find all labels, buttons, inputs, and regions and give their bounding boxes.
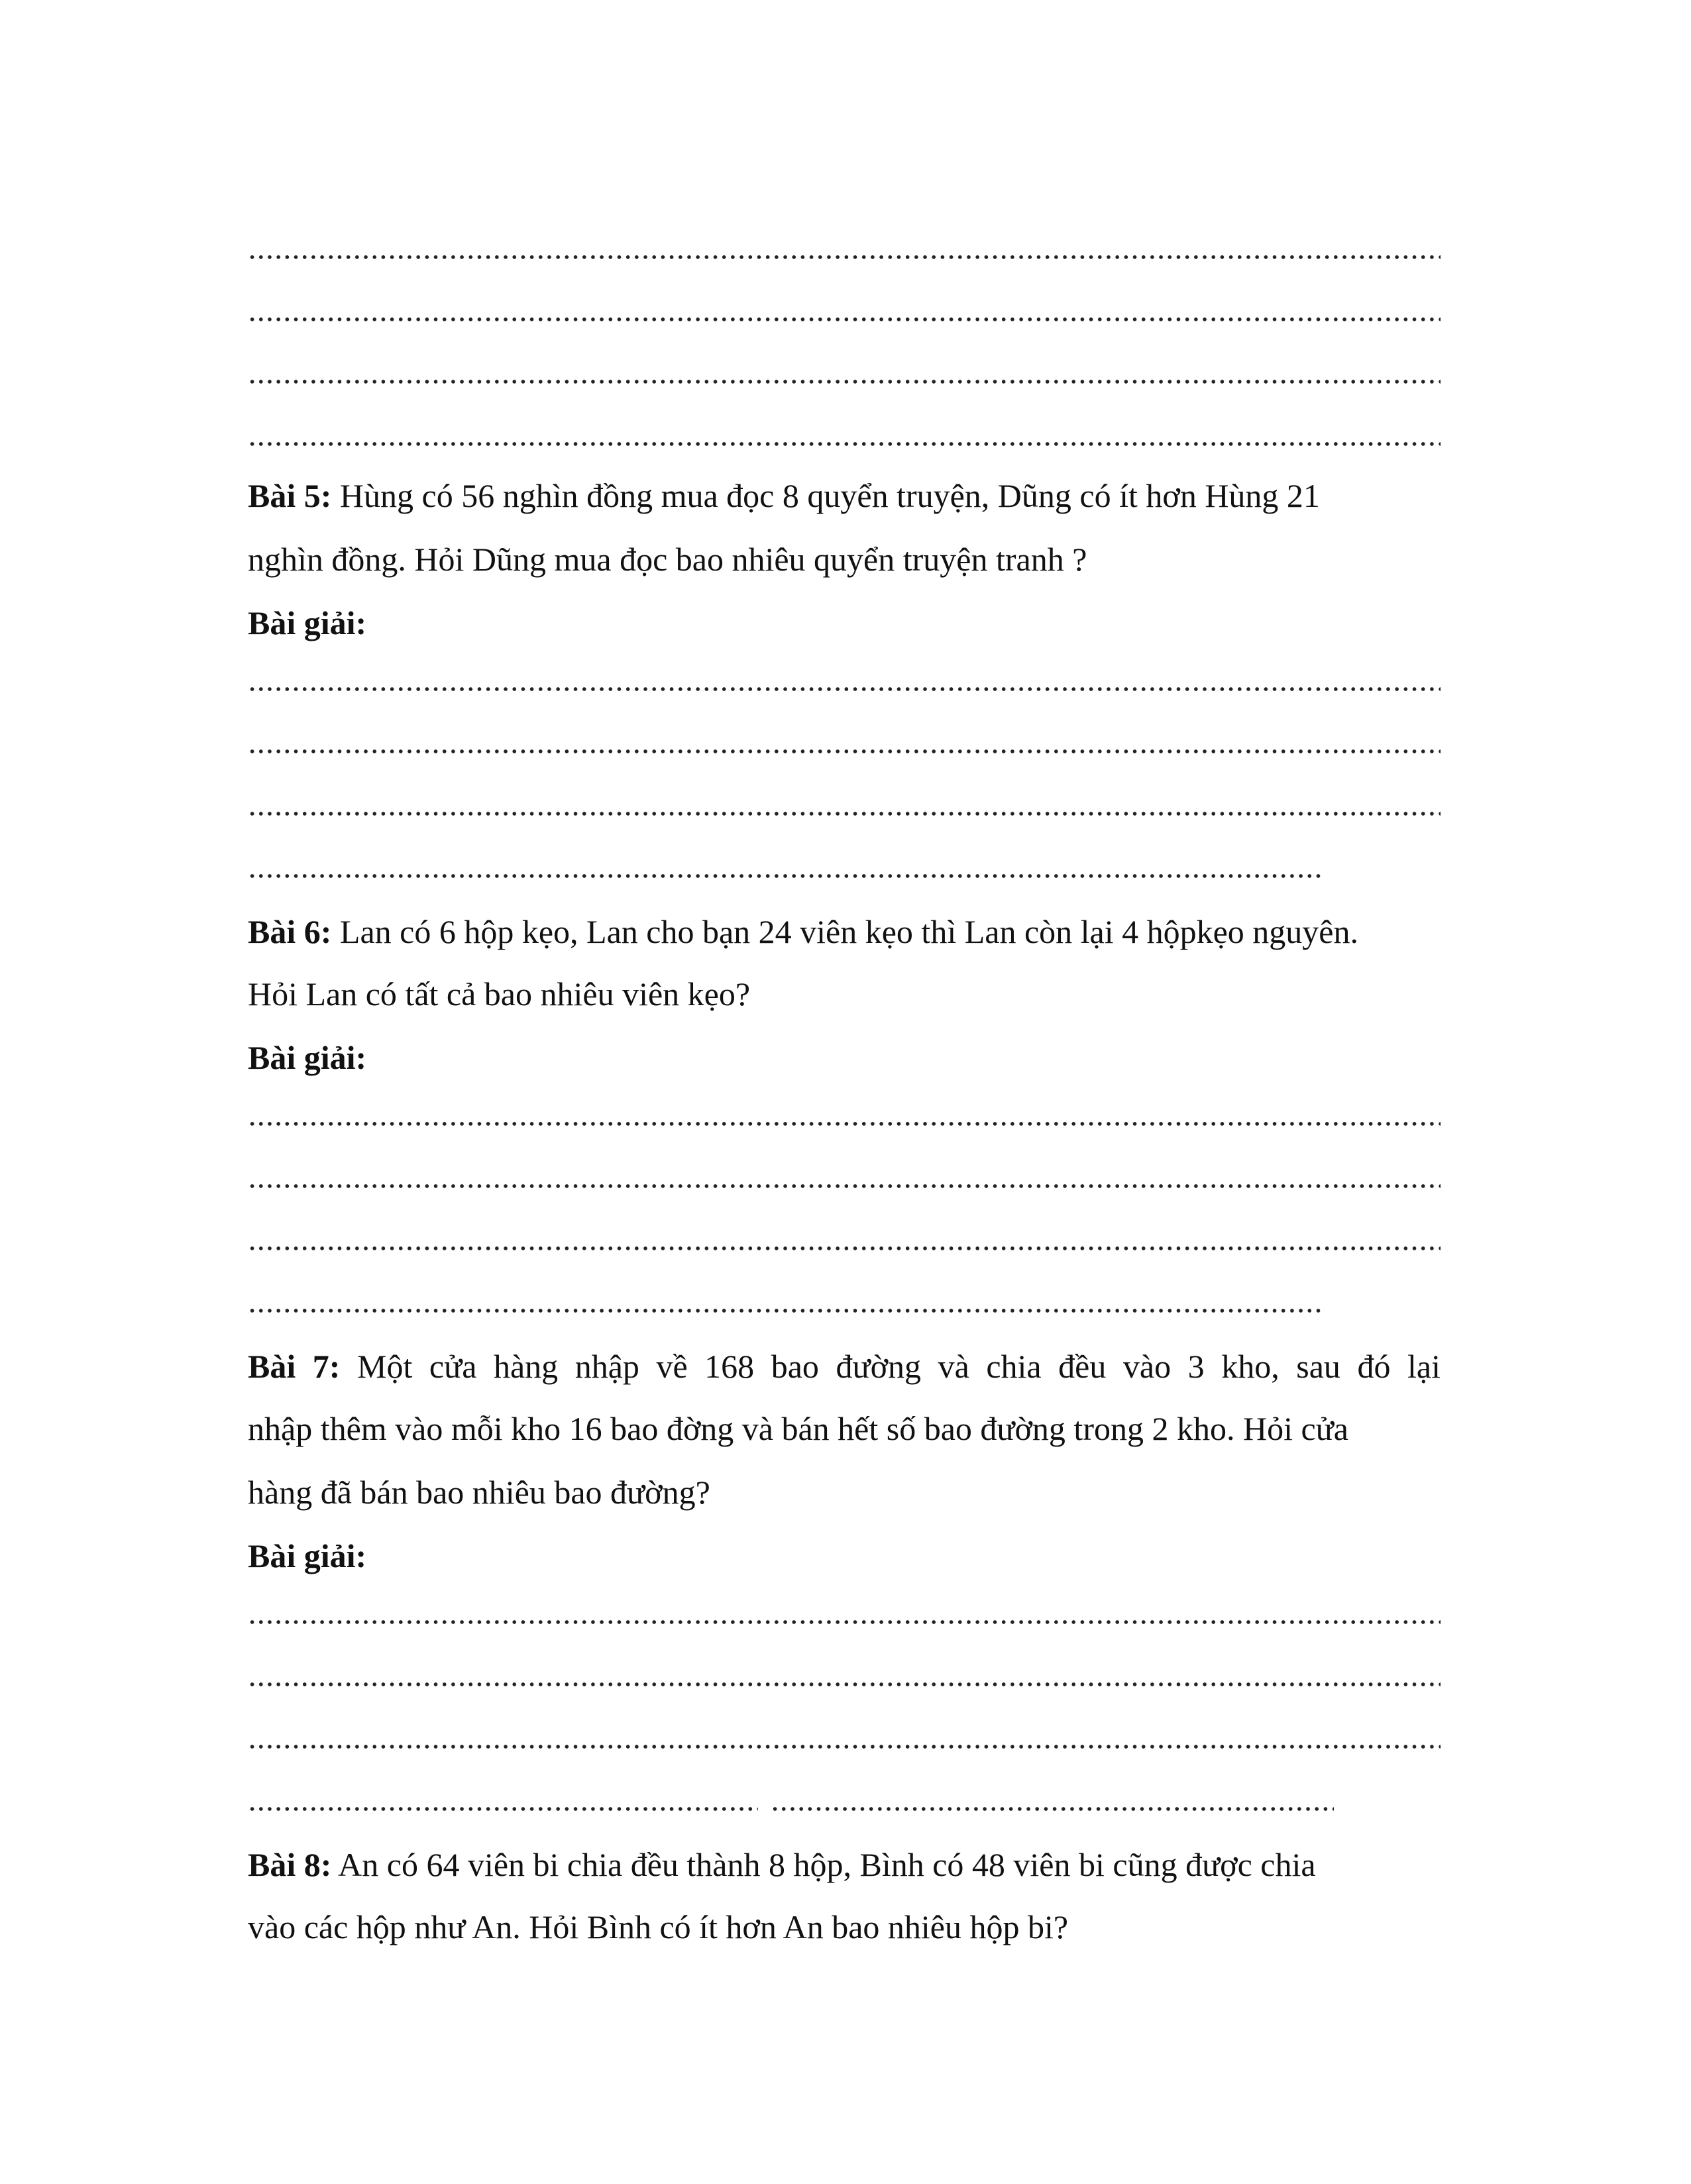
answer-line	[248, 811, 1441, 816]
problem-7-label: Bài 7:	[248, 1348, 341, 1385]
solution-label: Bài giải:	[248, 1039, 367, 1076]
problem-8-label: Bài 8:	[248, 1846, 332, 1883]
answer-line	[248, 379, 1441, 384]
solution-label: Bài giải:	[248, 604, 367, 641]
problem-6-line-1	[248, 912, 1358, 952]
problem-5-text-1: Hùng có 56 nghìn đồng mua đọc 8 quyển truyện, Dũng có ít hơn Hùng 21	[331, 477, 1320, 514]
answer-line	[248, 317, 1441, 322]
answer-line	[248, 1308, 1323, 1313]
answer-line	[248, 254, 1441, 260]
problem-8-line-1	[248, 1845, 1316, 1884]
solution-label: Bài giải:	[248, 1537, 367, 1574]
answer-line	[248, 1744, 1441, 1749]
problem-7-text-3: hàng đã bán bao nhiêu bao đường?	[248, 1474, 710, 1511]
problem-5-text-2: nghìn đồng. Hỏi Dũng mua đọc bao nhiêu quyển truyện tranh ?	[248, 541, 1087, 578]
problem-5-solution-label	[248, 603, 366, 643]
problem-7-line-1	[248, 1346, 1441, 1386]
problem-8-text-2: vào các hộp như An. Hỏi Bình có ít hơn An bao nhiêu hộp bi?	[248, 1908, 1069, 1945]
problem-6-text-1: Lan có 6 hộp kẹo, Lan cho bạn 24 viên kẹo thì Lan còn lại 4 hộpkẹo nguyên.	[331, 913, 1358, 950]
problem-6-text-2: Hỏi Lan có tất cả bao nhiêu viên kẹo?	[248, 975, 751, 1012]
answer-line	[248, 749, 1441, 754]
answer-line	[248, 873, 1323, 879]
problem-6-solution-label	[248, 1038, 366, 1077]
answer-line	[771, 1806, 1334, 1812]
answer-line	[248, 1619, 1441, 1625]
answer-line	[248, 1183, 1441, 1189]
answer-line	[248, 441, 1441, 447]
answer-line	[248, 1806, 758, 1812]
problem-7-text-1: Một cửa hàng nhập về 168 bao đường và chia đều vào 3 kho, sau đó lại	[340, 1348, 1441, 1385]
problem-5-line-1	[248, 476, 1320, 516]
answer-line	[248, 1682, 1441, 1687]
answer-line	[248, 686, 1441, 692]
problem-8-text-1: An có 64 viên bi chia đều thành 8 hộp, Bình có 48 viên bi cũng được chia	[331, 1846, 1316, 1883]
problem-6-label: Bài 6:	[248, 913, 332, 950]
problem-5-label: Bài 5:	[248, 477, 332, 514]
problem-7-solution-label	[248, 1536, 366, 1576]
problem-7-text-2: nhập thêm vào mỗi kho 16 bao đờng và bán hết số bao đường trong 2 kho. Hỏi cửa	[248, 1410, 1348, 1447]
answer-line	[248, 1246, 1441, 1251]
answer-line	[248, 1121, 1441, 1126]
